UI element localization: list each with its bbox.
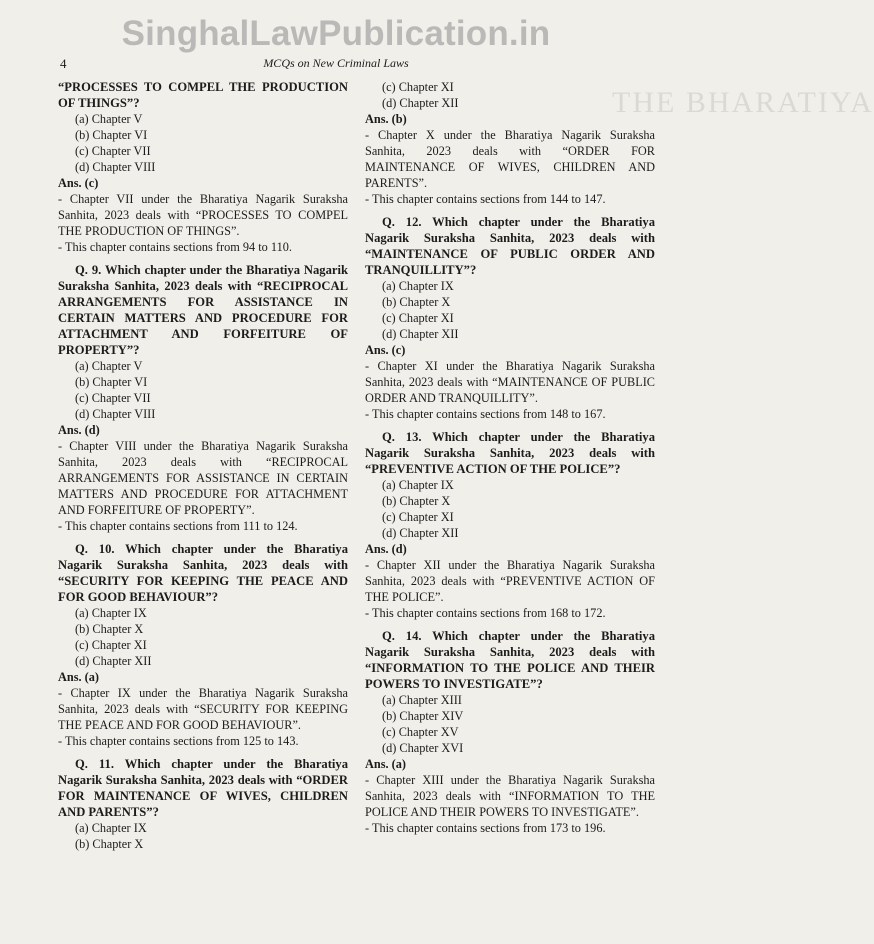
question-13-text: Q. 13. Which chapter under the Bharatiya Nagarik Suraksha Sanhita, 2023 deals with “PREVENTIVE ACTION OF THE POLICE”? xyxy=(365,430,655,476)
explanation: - Chapter IX under the Bharatiya Nagarik Suraksha Sanhita, 2023 deals with “SECURITY FOR KEEPING THE PEACE AND FOR GOOD BEHAVIOUR”. xyxy=(58,686,348,732)
explanation: - Chapter VIII under the Bharatiya Nagarik Suraksha Sanhita, 2023 deals with “RECIPROCAL ARRANGEMENTS FOR ASSISTANCE IN CERTAIN MATTERS AND PROCEDURE FOR ATTACHMENT AND FORFEITURE OF PROPERTY”. xyxy=(58,439,348,517)
option-b: (b) Chapter VI xyxy=(75,128,148,142)
section-range: - This chapter contains sections from 168 to 172. xyxy=(365,606,606,620)
explanation: - Chapter VII under the Bharatiya Nagarik Suraksha Sanhita, 2023 deals with “PROCESSES TO COMPEL THE PRODUCTION OF THINGS”. xyxy=(58,192,348,238)
explanation: - Chapter XI under the Bharatiya Nagarik Suraksha Sanhita, 2023 deals with “MAINTENANCE OF PUBLIC ORDER AND TRANQUILLITY”. xyxy=(365,359,655,405)
option-b: (b) Chapter VI xyxy=(75,375,148,389)
question-14 xyxy=(365,628,655,692)
watermark: SinghalLawPublication.in xyxy=(121,14,551,53)
option-a: (a) Chapter IX xyxy=(75,821,147,835)
option-c: (c) Chapter XI xyxy=(382,80,454,94)
section-range: - This chapter contains sections from 111 to 124. xyxy=(58,519,298,533)
question-12 xyxy=(365,214,655,278)
answer: Ans. (d) xyxy=(58,423,100,437)
question-9-text: Q. 9. Which chapter under the Bharatiya Nagarik Suraksha Sanhita, 2023 deals with “RECIPROCAL ARRANGEMENTS FOR ASSISTANCE IN CERTAIN MATTERS AND PROCEDURE FOR ATTACHMENT AND FORFEITURE OF PROPERTY”? xyxy=(58,263,348,357)
option-a: (a) Chapter V xyxy=(75,112,143,126)
question-10 xyxy=(58,541,348,605)
option-a: (a) Chapter IX xyxy=(382,478,454,492)
left-column xyxy=(58,79,348,852)
option-d: (d) Chapter XII xyxy=(382,96,459,110)
option-a: (a) Chapter IX xyxy=(75,606,147,620)
section-range: - This chapter contains sections from 173 to 196. xyxy=(365,821,606,835)
question-11 xyxy=(58,756,348,820)
option-d: (d) Chapter XVI xyxy=(382,741,464,755)
option-b: (b) Chapter XIV xyxy=(382,709,464,723)
question-14-text: Q. 14. Which chapter under the Bharatiya Nagarik Suraksha Sanhita, 2023 deals with “INFORMATION TO THE POLICE AND THEIR POWERS TO INVESTIGATE”? xyxy=(365,629,655,691)
option-c: (c) Chapter XI xyxy=(382,311,454,325)
option-c: (c) Chapter VII xyxy=(75,144,151,158)
answer: Ans. (b) xyxy=(365,112,407,126)
question-9 xyxy=(58,262,348,358)
question-continued: “PROCESSES TO COMPEL THE PRODUCTION OF THINGS”? xyxy=(58,80,348,110)
question-11-text: Q. 11. Which chapter under the Bharatiya Nagarik Suraksha Sanhita, 2023 deals with “ORDER FOR MAINTENANCE OF WIVES, CHILDREN AND PARENTS”? xyxy=(58,757,348,819)
answer: Ans. (a) xyxy=(365,757,406,771)
option-c: (c) Chapter XV xyxy=(382,725,459,739)
section-range: - This chapter contains sections from 94 to 110. xyxy=(58,240,292,254)
option-c: (c) Chapter VII xyxy=(75,391,151,405)
option-b: (b) Chapter X xyxy=(382,494,451,508)
option-b: (b) Chapter X xyxy=(75,837,144,851)
option-a: (a) Chapter IX xyxy=(382,279,454,293)
explanation: - Chapter XIII under the Bharatiya Nagarik Suraksha Sanhita, 2023 deals with “INFORMATION TO THE POLICE AND THEIR POWERS TO INVESTIGATE”. xyxy=(365,773,655,819)
option-d: (d) Chapter XII xyxy=(382,327,459,341)
explanation: - Chapter X under the Bharatiya Nagarik Suraksha Sanhita, 2023 deals with “ORDER FOR MAINTENANCE OF WIVES, CHILDREN AND PARENTS”. xyxy=(365,128,655,190)
running-head: MCQs on New Criminal Laws xyxy=(263,56,409,70)
section-range: - This chapter contains sections from 148 to 167. xyxy=(365,407,606,421)
section-range: - This chapter contains sections from 144 to 147. xyxy=(365,192,606,206)
option-d: (d) Chapter VIII xyxy=(75,407,156,421)
option-b: (b) Chapter X xyxy=(382,295,451,309)
option-d: (d) Chapter XII xyxy=(382,526,459,540)
bleed-through-text: THE BHARATIYA xyxy=(612,86,874,119)
section-range: - This chapter contains sections from 125 to 143. xyxy=(58,734,299,748)
answer: Ans. (d) xyxy=(365,542,407,556)
explanation: - Chapter XII under the Bharatiya Nagarik Suraksha Sanhita, 2023 deals with “PREVENTIVE ACTION OF THE POLICE”. xyxy=(365,558,655,604)
option-a: (a) Chapter V xyxy=(75,359,143,373)
option-d: (d) Chapter XII xyxy=(75,654,152,668)
option-b: (b) Chapter X xyxy=(75,622,144,636)
option-d: (d) Chapter VIII xyxy=(75,160,156,174)
right-column xyxy=(365,79,655,836)
option-a: (a) Chapter XIII xyxy=(382,693,462,707)
page-number: 4 xyxy=(60,56,67,71)
question-13 xyxy=(365,429,655,477)
option-c: (c) Chapter XI xyxy=(382,510,454,524)
option-c: (c) Chapter XI xyxy=(75,638,147,652)
question-10-text: Q. 10. Which chapter under the Bharatiya Nagarik Suraksha Sanhita, 2023 deals with “SECURITY FOR KEEPING THE PEACE AND FOR GOOD BEHAVIOUR”? xyxy=(58,542,348,604)
answer: Ans. (c) xyxy=(365,343,406,357)
question-12-text: Q. 12. Which chapter under the Bharatiya Nagarik Suraksha Sanhita, 2023 deals with “MAINTENANCE OF PUBLIC ORDER AND TRANQUILLITY”? xyxy=(365,215,655,277)
answer: Ans. (a) xyxy=(58,670,99,684)
answer: Ans. (c) xyxy=(58,176,99,190)
